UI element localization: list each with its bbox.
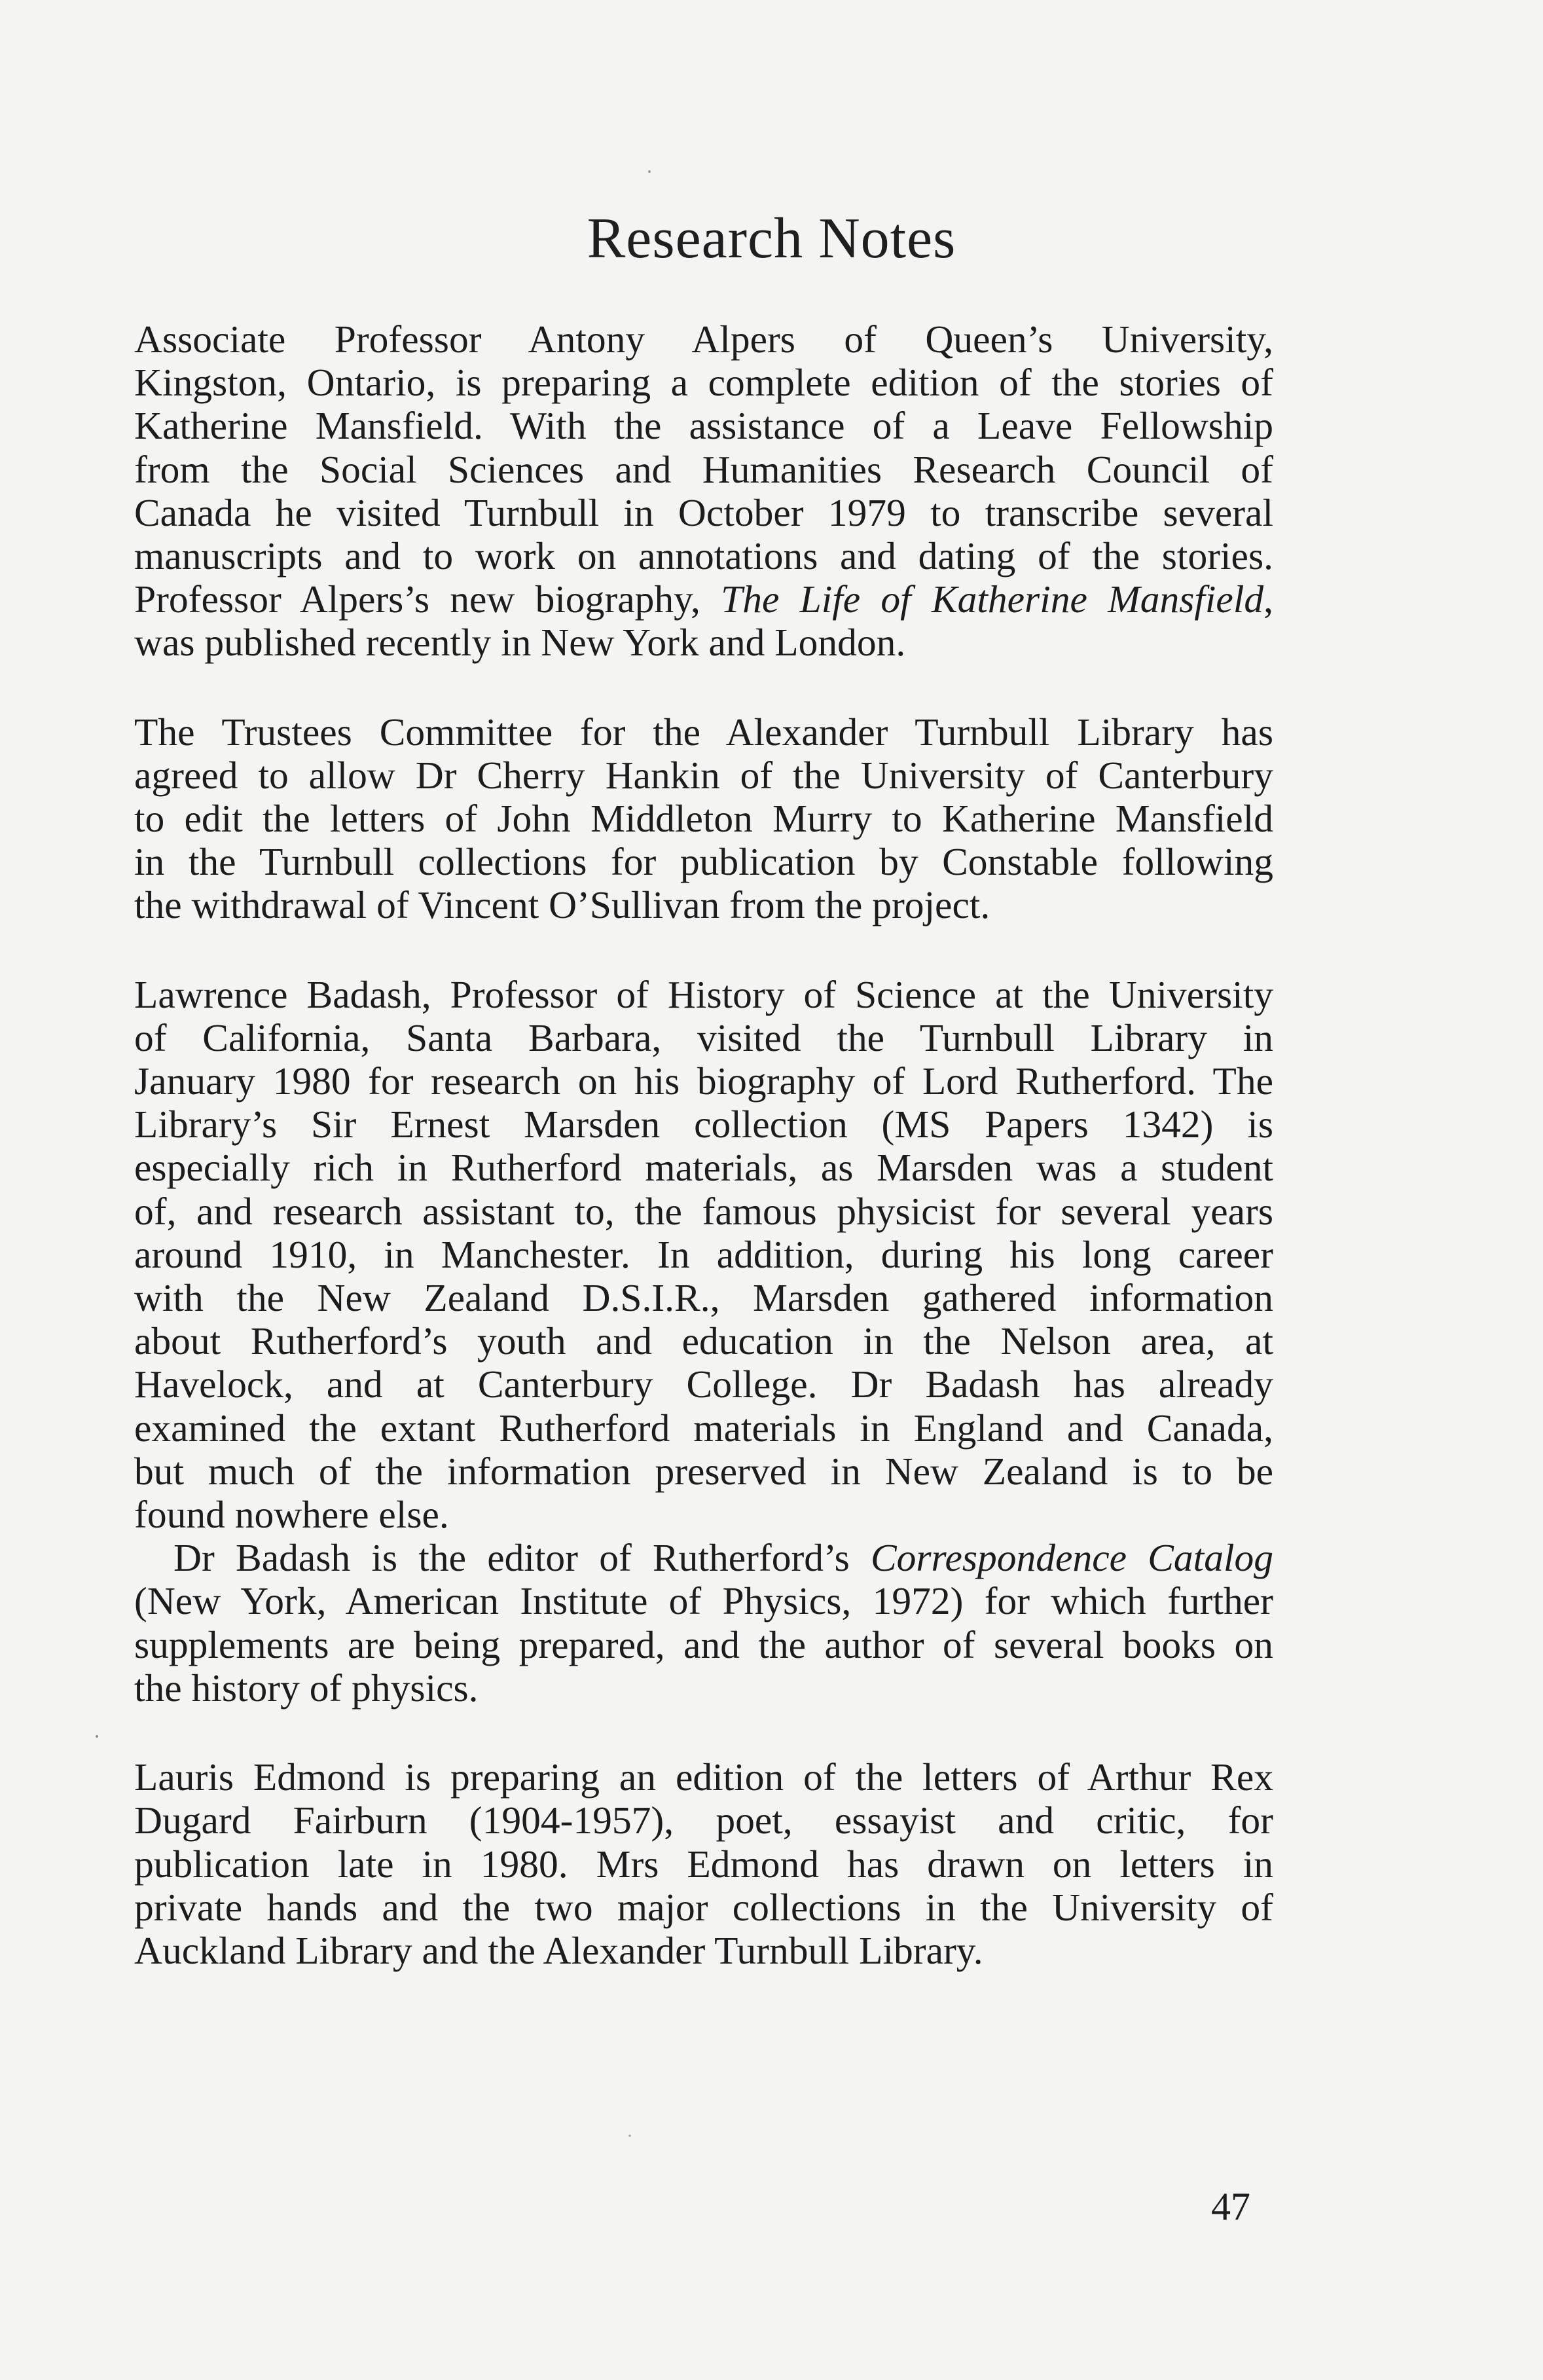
body-text <box>134 318 1273 1972</box>
paper-speck <box>628 2134 631 2137</box>
text-run: Dr Badash is the editor of Rutherford’s <box>173 1536 871 1580</box>
text-line: to edit the letters of John Middleton Murry to Katherine Mansfield <box>134 797 1273 841</box>
text-line: Library’s Sir Ernest Marsden collection (MS Papers 1342) is <box>134 1103 1273 1146</box>
paragraph-hankin <box>134 710 1273 927</box>
text-line: Lawrence Badash, Professor of History of Science at the University <box>134 972 1273 1016</box>
text-line: Canada he visited Turnbull in October 1979 to transcribe several <box>134 490 1273 534</box>
text-line: private hands and the two major collections in the University of <box>134 1885 1273 1929</box>
text-line <box>134 1536 1273 1579</box>
text-line: of, and research assistant to, the famous physicist for several years <box>134 1189 1273 1233</box>
text-line: examined the extant Rutherford materials in England and Canada, <box>134 1406 1273 1450</box>
text-line: the withdrawal of Vincent O’Sullivan from the project. <box>134 883 990 927</box>
paragraph-badash <box>134 973 1273 1537</box>
text-line: (New York, American Institute of Physics, 1972) for which further <box>134 1579 1273 1623</box>
text-line: the history of physics. <box>134 1666 479 1710</box>
text-line: with the New Zealand D.S.I.R., Marsden gathered information <box>134 1276 1273 1320</box>
text-line: about Rutherford’s youth and education in the Nelson area, at <box>134 1319 1273 1363</box>
text-line: Havelock, and at Canterbury College. Dr Badash has already <box>134 1363 1273 1406</box>
text-line: Associate Professor Antony Alpers of Queen’s University, <box>134 318 1273 361</box>
text-line: was published recently in New York and London. <box>134 621 906 665</box>
text-line: but much of the information preserved in New Zealand is to be <box>134 1449 1273 1493</box>
text-line: especially rich in Rutherford materials, as Marsden was a student <box>134 1146 1273 1190</box>
text-line: of California, Santa Barbara, visited the Turnbull Library in <box>134 1016 1273 1059</box>
paper-speck <box>648 170 651 173</box>
text-line: from the Social Sciences and Humanities Research Council of <box>134 447 1273 491</box>
text-line: Katherine Mansfield. With the assistance of a Leave Fellowship <box>134 404 1273 448</box>
text-line: January 1980 for research on his biography of Lord Rutherford. The <box>134 1059 1273 1103</box>
paragraph-alpers <box>134 318 1273 665</box>
paragraph-edmond <box>134 1755 1273 1972</box>
text-line: Lauris Edmond is preparing an edition of the letters of Arthur Rex <box>134 1755 1273 1799</box>
text-line: found nowhere else. <box>134 1493 449 1537</box>
text-line: The Trustees Committee for the Alexander Turnbull Library has <box>134 710 1273 754</box>
text-line: Auckland Library and the Alexander Turnbull Library. <box>134 1928 983 1972</box>
page-number: 47 <box>1211 2185 1250 2228</box>
text-run: Professor Alpers’s new biography, <box>134 577 721 621</box>
text-line: publication late in 1980. Mrs Edmond has drawn on letters in <box>134 1842 1273 1886</box>
book-title: The Life of Katherine Mansfield <box>721 577 1264 621</box>
text-run: , <box>1263 577 1273 621</box>
text-line: around 1910, in Manchester. In addition, during his long career <box>134 1232 1273 1276</box>
text-line: manuscripts and to work on annotations and dating of the stories. <box>134 534 1273 578</box>
text-line: Kingston, Ontario, is preparing a complete edition of the stories of <box>134 361 1273 405</box>
book-title: Correspondence Catalog <box>870 1536 1273 1580</box>
text-line <box>134 577 1273 621</box>
paragraph-badash-continued <box>134 1536 1273 1710</box>
page-title: Research Notes <box>587 207 956 270</box>
text-line: in the Turnbull collections for publication by Constable following <box>134 840 1273 884</box>
text-line: supplements are being prepared, and the author of several books on <box>134 1622 1273 1666</box>
text-line: agreed to allow Dr Cherry Hankin of the University of Canterbury <box>134 753 1273 797</box>
text-line: Dugard Fairburn (1904-1957), poet, essayist and critic, for <box>134 1799 1273 1842</box>
paper-speck <box>96 1735 98 1738</box>
